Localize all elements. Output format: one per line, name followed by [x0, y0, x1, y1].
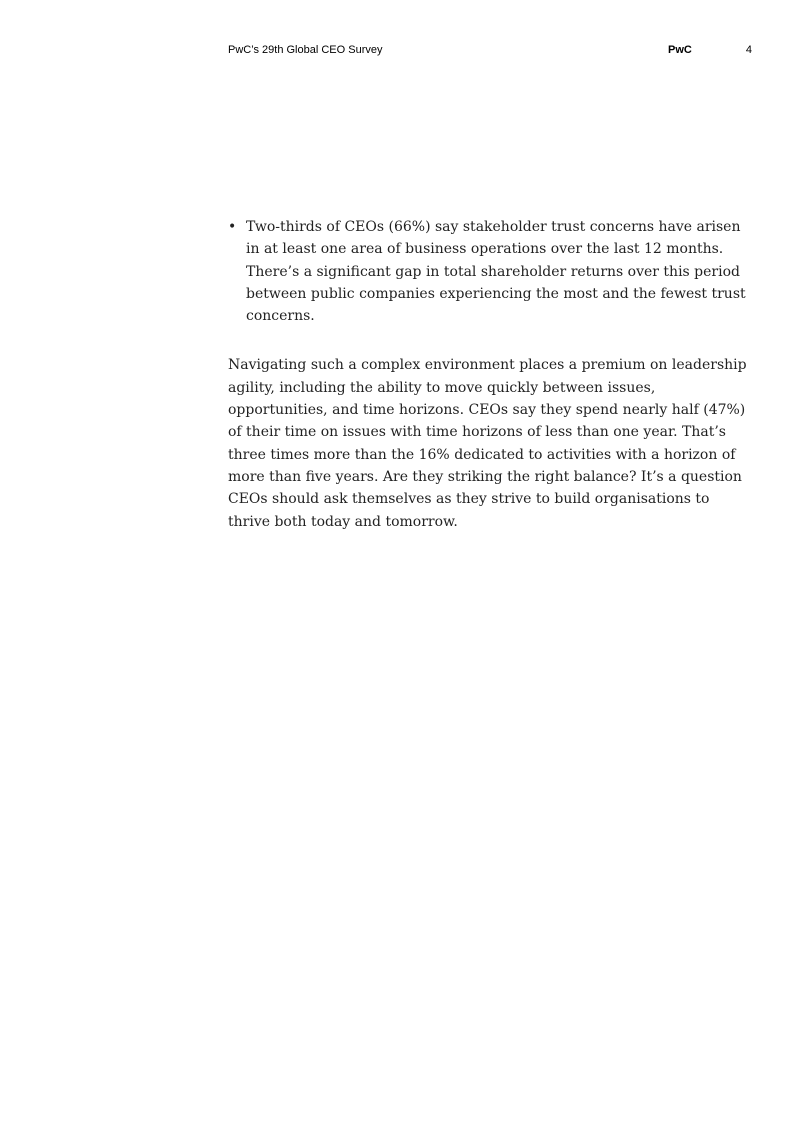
bullet-list: [228, 216, 754, 327]
page-number: 4: [745, 44, 752, 56]
header-title: PwC’s 29th Global CEO Survey: [228, 44, 383, 56]
body-paragraph: Navigating such a complex environment places a premium on leadership agility, including the ability to move quickly between issues, opportunities, and time horizons. CEOs say they spend nearly half (47%) of their time on issues with time horizons of less than one year. That’s three times more than the 16% dedicated to activities with a horizon of more than five years. Are they striking the right balance? It’s a question CEOs should ask themselves as they strive to build organisations to thrive both today and tomorrow.: [228, 357, 747, 530]
list-item: [228, 216, 754, 327]
running-header: [228, 44, 752, 60]
bullet-marker: •: [228, 219, 237, 235]
bullet-text: Two-thirds of CEOs (66%) say stakeholder trust concerns have arisen in at least one area of business operations over the last 12 months. There’s a significant gap in total shareholder returns over this period between public companies experiencing the most and the fewest trust concerns.: [246, 219, 746, 325]
body-text: [228, 216, 754, 533]
header-brand: PwC: [668, 44, 692, 56]
